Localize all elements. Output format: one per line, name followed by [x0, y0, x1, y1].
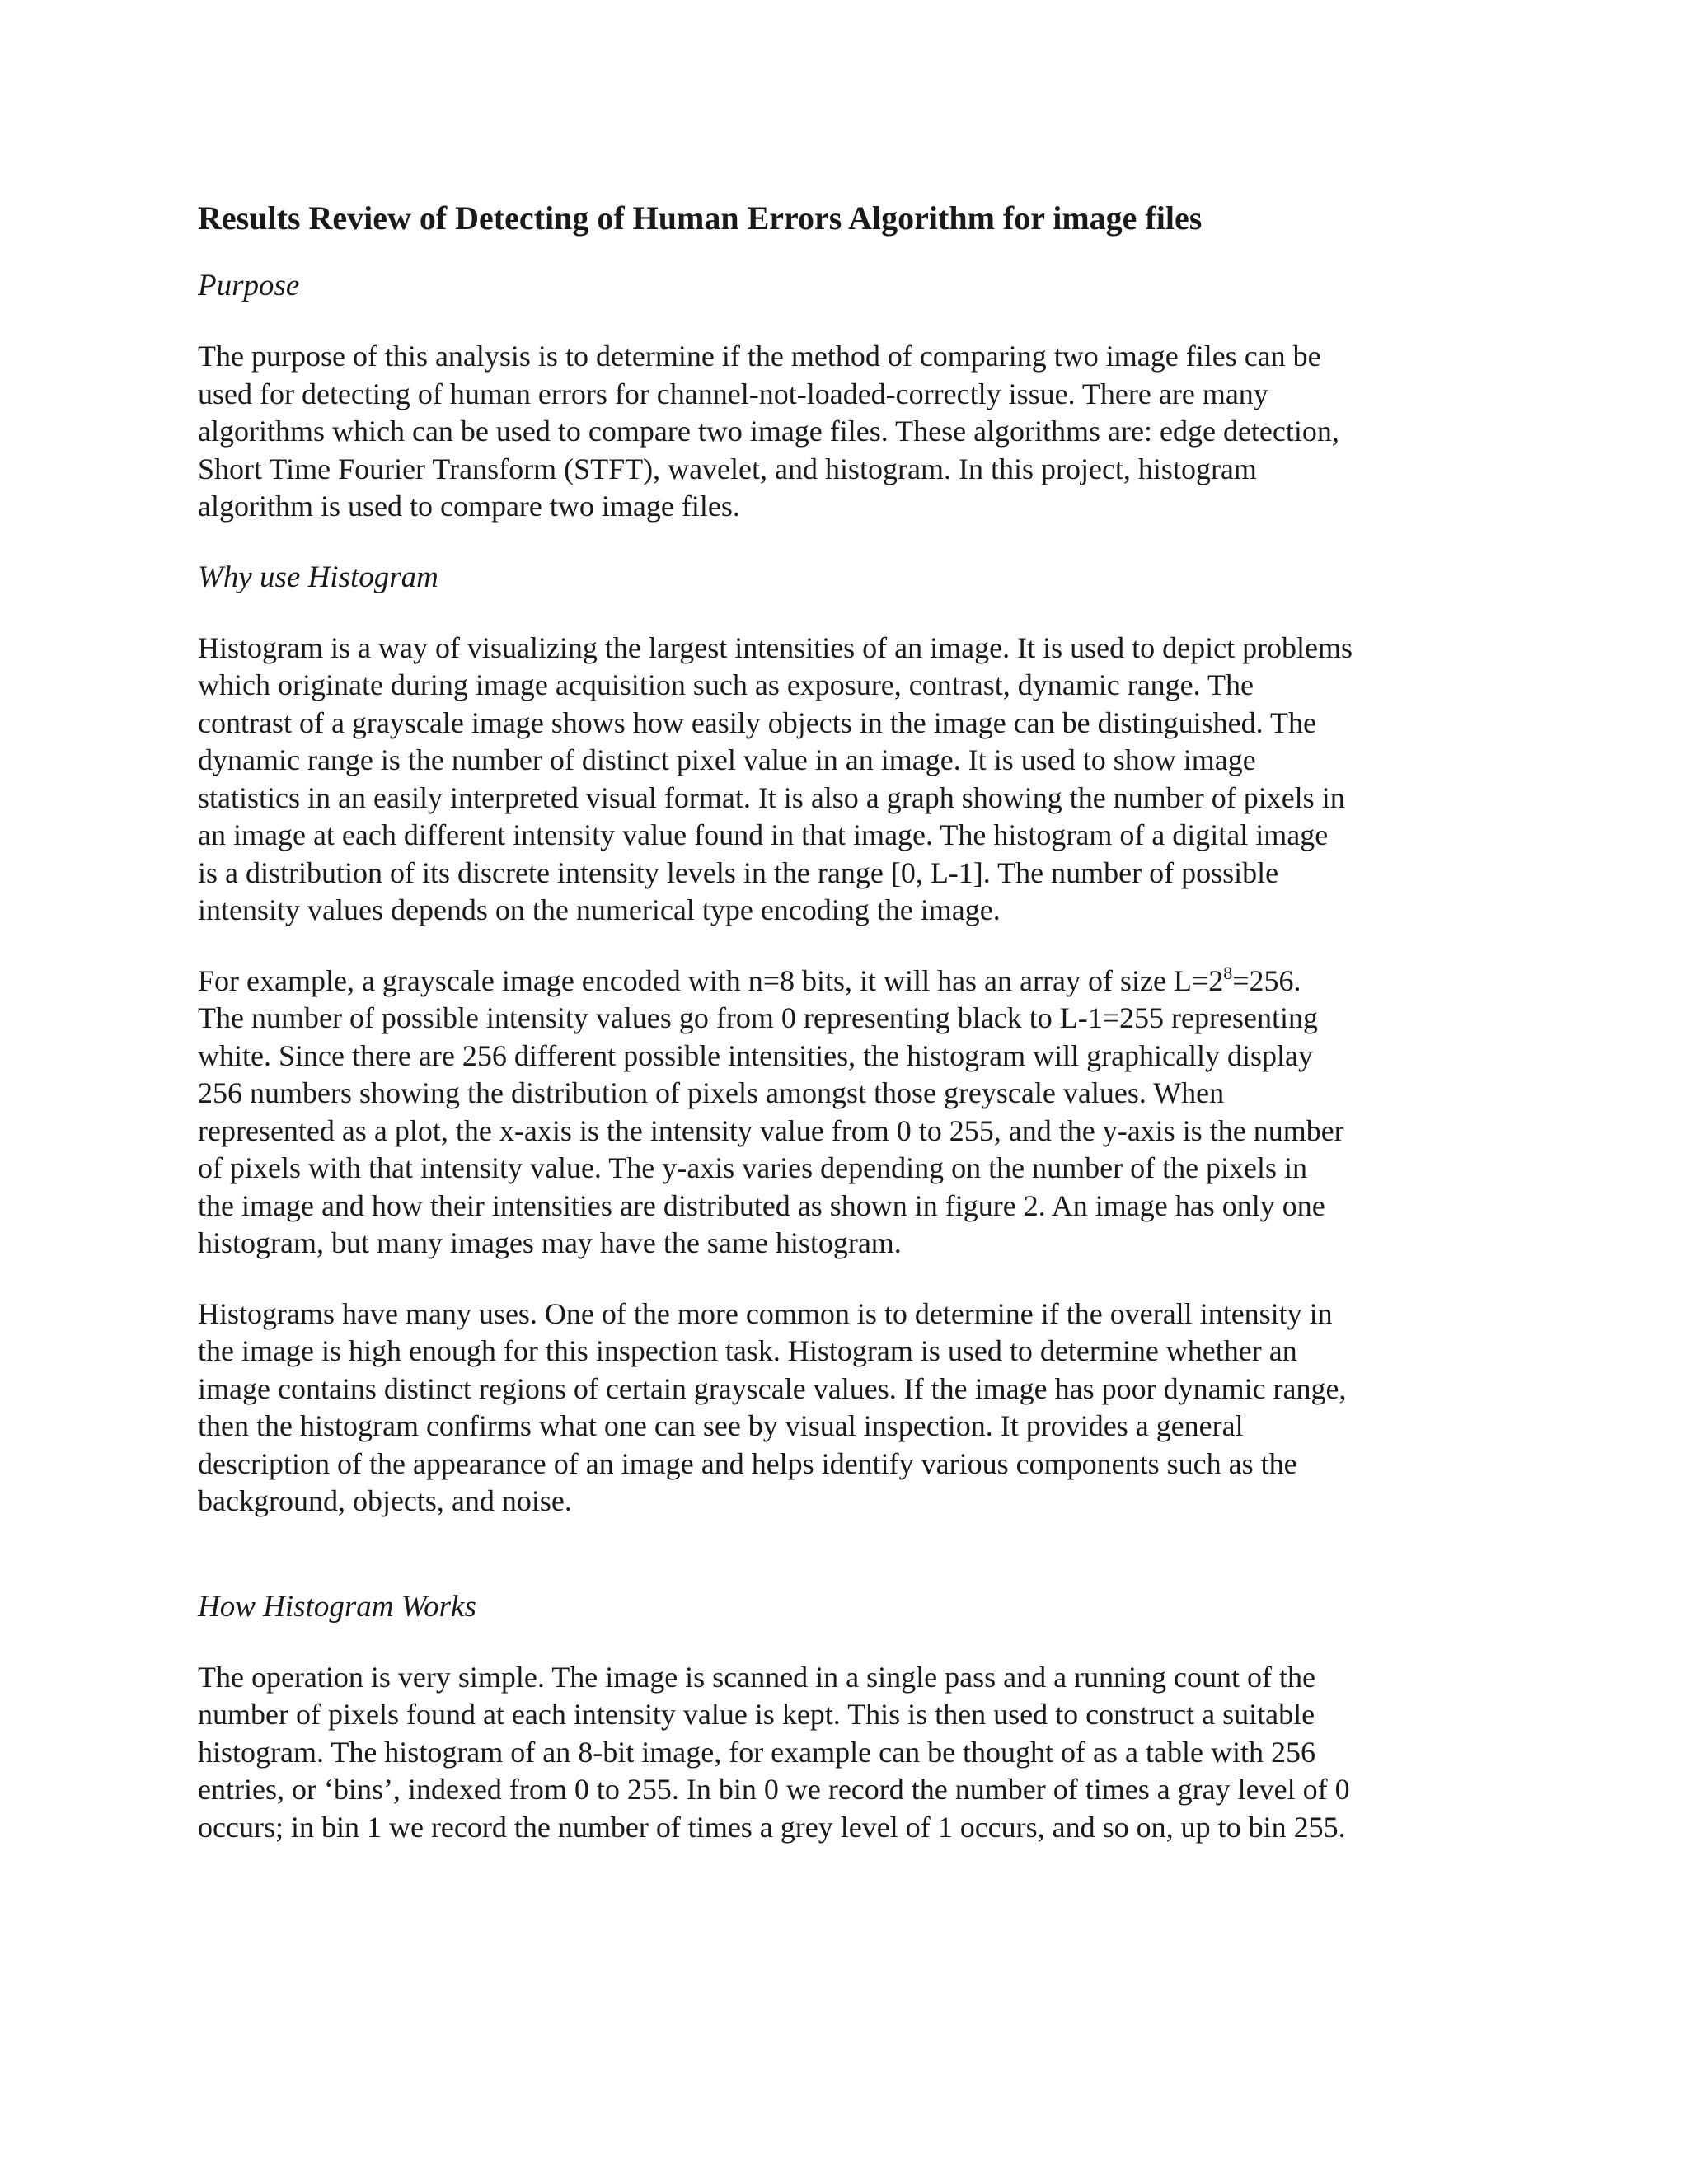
text-line: The purpose of this analysis is to determine if the method of comparing two image files can be — [198, 340, 1321, 373]
text-line: 256 numbers showing the distribution of pixels amongst those greyscale values. When — [198, 1076, 1225, 1109]
text-line: histogram. The histogram of an 8-bit image, for example can be thought of as a table with 256 — [198, 1735, 1315, 1769]
exponent: 8 — [1223, 962, 1233, 983]
text-line: image contains distinct regions of certain grayscale values. If the image has poor dynamic range, — [198, 1371, 1347, 1405]
example-text-end: =256. — [1232, 963, 1301, 997]
paragraph-purpose — [198, 338, 1500, 526]
text-line: intensity values depends on the numerical type encoding the image. — [198, 893, 1001, 926]
section-heading-purpose: Purpose — [198, 269, 300, 302]
text-line: used for detecting of human errors for channel-not-loaded-correctly issue. There are many — [198, 377, 1268, 410]
text-line: algorithm is used to compare two image files. — [198, 490, 740, 523]
text-line: contrast of a grayscale image shows how easily objects in the image can be distinguished. The — [198, 705, 1316, 739]
section-heading-how-histogram-works: How Histogram Works — [198, 1589, 476, 1624]
text-line: histogram, but many images may have the same histogram. — [198, 1226, 902, 1259]
text-line: The number of possible intensity values go from 0 representing black to L-1=255 representing — [198, 1001, 1318, 1034]
text-line: description of the appearance of an image and helps identify various components such as the — [198, 1446, 1297, 1480]
example-text-start: For example, a grayscale image encoded with n=8 bits, it will has an array of size L=2 — [198, 963, 1224, 997]
text-line: which originate during image acquisition such as exposure, contrast, dynamic range. The — [198, 668, 1254, 701]
text-line: the image and how their intensities are distributed as shown in figure 2. An image has only one — [198, 1188, 1325, 1222]
text-line — [198, 963, 1500, 1001]
text-line: algorithms which can be used to compare two image files. These algorithms are: edge detection, — [198, 415, 1339, 448]
text-line: the image is high enough for this inspection task. Histogram is used to determine whether an — [198, 1334, 1297, 1367]
text-line: number of pixels found at each intensity value is kept. This is then used to construct a suitable — [198, 1698, 1315, 1731]
text-line: entries, or ‘bins’, indexed from 0 to 255. In bin 0 we record the number of times a gray level of 0 — [198, 1773, 1350, 1806]
paragraph-histogram-uses — [198, 1296, 1500, 1521]
text-line: Short Time Fourier Transform (STFT), wavelet, and histogram. In this project, histogram — [198, 452, 1257, 485]
text-line: then the histogram confirms what one can see by visual inspection. It provides a general — [198, 1409, 1244, 1442]
text-line: occurs; in bin 1 we record the number of times a grey level of 1 occurs, and so on, up to bin 255. — [198, 1810, 1346, 1844]
document-page — [198, 198, 1500, 1879]
text-line: white. Since there are 256 different possible intensities, the histogram will graphically display — [198, 1038, 1314, 1072]
document-title: Results Review of Detecting of Human Errors Algorithm for image files — [198, 199, 1203, 237]
paragraph-how-it-works — [198, 1659, 1500, 1847]
text-line: of pixels with that intensity value. The y-axis varies depending on the number of the pixels in — [198, 1151, 1308, 1184]
text-line: background, objects, and noise. — [198, 1484, 572, 1517]
section-heading-why-histogram: Why use Histogram — [198, 560, 438, 594]
text-line: Histogram is a way of visualizing the largest intensities of an image. It is used to depict problems — [198, 630, 1353, 664]
text-line: is a distribution of its discrete intensity levels in the range [0, L-1]. The number of possible — [198, 855, 1279, 889]
text-line: Histograms have many uses. One of the more common is to determine if the overall intensity in — [198, 1296, 1333, 1330]
paragraph-example — [198, 963, 1500, 1263]
text-line: statistics in an easily interpreted visual format. It is also a graph showing the number of pixels in — [198, 780, 1345, 814]
text-line: an image at each different intensity value found in that image. The histogram of a digital image — [198, 818, 1329, 851]
text-line: The operation is very simple. The image is scanned in a single pass and a running count of the — [198, 1660, 1315, 1694]
text-line: represented as a plot, the x-axis is the intensity value from 0 to 255, and the y-axis is the number — [198, 1113, 1344, 1147]
paragraph-histogram-definition — [198, 630, 1500, 930]
text-line: dynamic range is the number of distinct pixel value in an image. It is used to show image — [198, 743, 1256, 776]
